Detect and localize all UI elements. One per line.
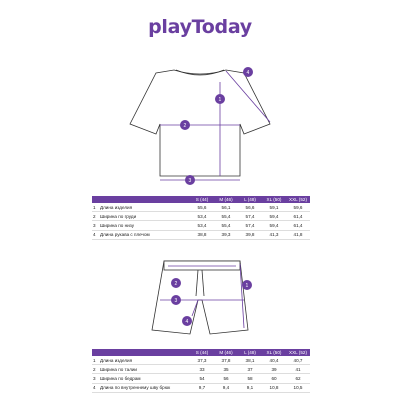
cell: 56,6	[238, 203, 262, 212]
cell: 41,3	[262, 230, 286, 239]
cell: 39,8	[238, 230, 262, 239]
tshirt-marker-3	[185, 175, 195, 185]
table-row	[92, 203, 310, 212]
row-number: 1	[92, 356, 100, 365]
size-header: S (44)	[190, 196, 214, 203]
shorts-marker-3	[171, 295, 181, 305]
row-number: 2	[92, 212, 100, 221]
size-header: L (48)	[238, 349, 262, 356]
svg-text:2: 2	[183, 123, 187, 129]
row-label: Ширина по груди	[100, 212, 190, 221]
shorts-size-table	[92, 349, 310, 393]
row-number: 3	[92, 221, 100, 230]
table-row	[92, 221, 310, 230]
row-label: Ширина по талии	[100, 365, 190, 374]
cell: 40,4	[262, 356, 286, 365]
cell: 38,1	[238, 356, 262, 365]
cell: 55,4	[214, 212, 238, 221]
svg-text:1: 1	[245, 283, 249, 289]
row-label: Длина рукава с плечом	[100, 230, 190, 239]
svg-text:3: 3	[174, 298, 178, 304]
cell: 10,8	[262, 383, 286, 392]
row-label: Длина по внутреннему шву брюк	[100, 383, 190, 392]
cell: 53,4	[190, 221, 214, 230]
header-spacer	[92, 196, 190, 203]
cell: 55,6	[190, 203, 214, 212]
cell: 39	[262, 365, 286, 374]
cell: 37,8	[214, 356, 238, 365]
svg-text:3: 3	[188, 178, 192, 184]
cell: 33	[190, 365, 214, 374]
cell: 61,4	[286, 212, 310, 221]
size-header: XL (50)	[262, 349, 286, 356]
shirt-size-table	[92, 196, 310, 240]
cell: 38,8	[190, 230, 214, 239]
cell: 59,4	[262, 212, 286, 221]
cell: 55,4	[214, 221, 238, 230]
table-row	[92, 365, 310, 374]
svg-text:2: 2	[174, 281, 178, 287]
tshirt-marker-2	[180, 120, 190, 130]
cell: 56,1	[214, 203, 238, 212]
size-header: L (48)	[238, 196, 262, 203]
cell: 59,1	[262, 203, 286, 212]
row-number: 2	[92, 365, 100, 374]
cell: 56	[214, 374, 238, 383]
cell: 10,5	[286, 383, 310, 392]
row-number: 1	[92, 203, 100, 212]
table-header-row	[92, 349, 310, 356]
cell: 58	[238, 374, 262, 383]
shorts-marker-1	[242, 280, 252, 290]
row-label: Ширина по низу	[100, 221, 190, 230]
size-header: XXL (52)	[286, 196, 310, 203]
brand-logo: playToday	[148, 16, 252, 38]
table-row	[92, 374, 310, 383]
table-row	[92, 212, 310, 221]
svg-text:4: 4	[185, 319, 189, 325]
cell: 61,4	[286, 221, 310, 230]
svg-text:1: 1	[218, 97, 222, 103]
row-number: 4	[92, 230, 100, 239]
cell: 9,4	[214, 383, 238, 392]
shorts-outline	[152, 261, 248, 334]
cell: 57,4	[238, 212, 262, 221]
row-number: 4	[92, 383, 100, 392]
cell: 59,4	[262, 221, 286, 230]
header-spacer	[92, 349, 190, 356]
cell: 37,3	[190, 356, 214, 365]
size-header: XXL (52)	[286, 349, 310, 356]
cell: 54	[190, 374, 214, 383]
tshirt-marker-1	[215, 94, 225, 104]
cell: 60	[262, 374, 286, 383]
size-header: M (46)	[214, 349, 238, 356]
cell: 53,4	[190, 212, 214, 221]
cell: 9,1	[238, 383, 262, 392]
size-header: S (44)	[190, 349, 214, 356]
cell: 37	[238, 365, 262, 374]
shorts-marker-4	[182, 316, 192, 326]
row-label: Длина изделия	[100, 356, 190, 365]
cell: 59,6	[286, 203, 310, 212]
cell: 57,4	[238, 221, 262, 230]
cell: 62	[286, 374, 310, 383]
shorts-marker-2	[171, 278, 181, 288]
cell: 40,7	[286, 356, 310, 365]
cell: 41,8	[286, 230, 310, 239]
row-label: Ширина по бедрам	[100, 374, 190, 383]
cell: 39,3	[214, 230, 238, 239]
table-row	[92, 356, 310, 365]
row-label: Длина изделия	[100, 203, 190, 212]
cell: 41	[286, 365, 310, 374]
table-row	[92, 230, 310, 239]
table-row	[92, 383, 310, 392]
cell: 35	[214, 365, 238, 374]
tshirt-marker-4	[243, 67, 253, 77]
svg-text:4: 4	[246, 70, 250, 76]
tshirt-outline	[130, 70, 270, 176]
size-header: M (46)	[214, 196, 238, 203]
row-number: 3	[92, 374, 100, 383]
cell: 9,7	[190, 383, 214, 392]
table-header-row	[92, 196, 310, 203]
size-header: XL (50)	[262, 196, 286, 203]
